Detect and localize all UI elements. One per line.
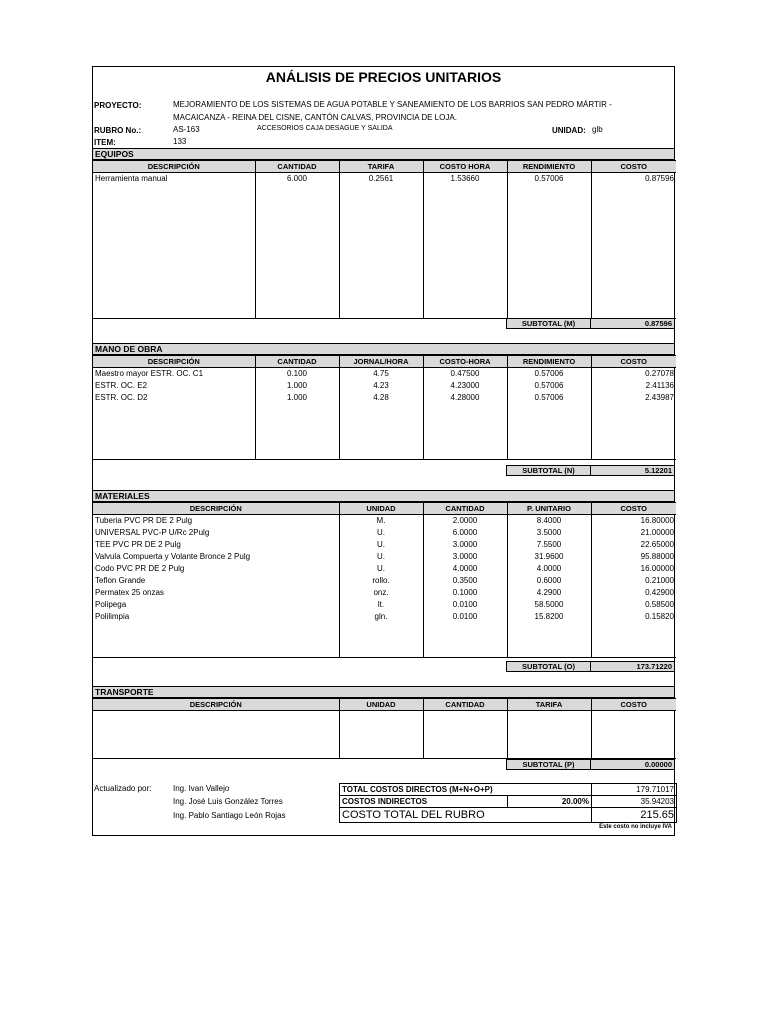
table-row [93, 587, 676, 599]
materiales-section-title: MATERIALES [93, 490, 674, 502]
page-title: ANÁLISIS DE PRECIOS UNITARIOS [265, 69, 502, 85]
equipos-table [93, 160, 676, 319]
transporte-subtotal [506, 759, 674, 770]
cell-p-unitario: 8.4000 [507, 515, 591, 528]
cell-descripcion: Permatex 25 onzas [93, 587, 339, 599]
cell-costo-hora: 1.53660 [423, 173, 507, 186]
table-row [93, 527, 676, 539]
cell-descripcion: TEE PVC PR DE 2 Pulg [93, 539, 339, 551]
col-header: TARIFA [507, 699, 591, 711]
cell-descripcion: Polilimpia [93, 611, 339, 623]
cell-costo: 2.41136 [591, 380, 676, 392]
cell-rendimiento: 0.57006 [507, 380, 591, 392]
table-row [93, 539, 676, 551]
cell-descripcion: ESTR. OC. D2 [93, 392, 255, 404]
cell-cantidad: 4.0000 [423, 563, 507, 575]
cell-unidad: rollo. [339, 575, 423, 587]
materiales-subtotal [506, 661, 674, 672]
cell-descripcion: ESTR. OC. E2 [93, 380, 255, 392]
col-header: COSTO [591, 356, 676, 368]
cell-descripcion: Tuberia PVC PR DE 2 Pulg [93, 515, 339, 528]
indirectos-label: COSTOS INDIRECTOS [340, 796, 508, 808]
cell-descripcion: Valvula Compuerta y Volante Bronce 2 Pulg [93, 551, 339, 563]
subtotal-label: SUBTOTAL (M) [506, 319, 590, 328]
subtotal-value: 0.87596 [590, 319, 674, 328]
col-header: CANTIDAD [423, 503, 507, 515]
cell-rendimiento: 0.57006 [507, 368, 591, 381]
col-header: CANTIDAD [255, 161, 339, 173]
cell-costo: 22.65000 [591, 539, 676, 551]
cell-unidad: U. [339, 539, 423, 551]
cell-costo: 0.15820 [591, 611, 676, 623]
table-row [93, 368, 676, 381]
cell-cantidad: 6.000 [255, 173, 339, 186]
indirectos-pct: 20.00% [508, 796, 592, 808]
cell-unidad: U. [339, 563, 423, 575]
cell-descripcion: Maestro mayor ESTR. OC. C1 [93, 368, 255, 381]
total-directos-value: 179.71017 [592, 784, 677, 796]
author-name: Ing. Pablo Santiago León Rojas [173, 811, 286, 820]
cell-cantidad: 3.0000 [423, 539, 507, 551]
cell-descripcion: Polipega [93, 599, 339, 611]
mano-obra-table [93, 355, 676, 460]
cell-costo: 0.21000 [591, 575, 676, 587]
cell-descripcion: UNIVERSAL PVC-P U/Rc 2Pulg [93, 527, 339, 539]
mano-obra-section-title: MANO DE OBRA [93, 343, 674, 355]
totals-table [339, 783, 677, 823]
cell-p-unitario: 0.6000 [507, 575, 591, 587]
col-header: DESCRIPCIÓN [93, 503, 339, 515]
cell-costo: 16.80000 [591, 515, 676, 528]
cell-jornal: 4.75 [339, 368, 423, 381]
cell-costo: 0.87596 [591, 173, 676, 186]
table-row [93, 515, 676, 528]
indirectos-value: 35.94203 [592, 796, 677, 808]
col-header: TARIFA [339, 161, 423, 173]
item-value: 133 [173, 137, 187, 146]
col-header: COSTO [591, 503, 676, 515]
subtotal-label: SUBTOTAL (P) [506, 760, 590, 769]
transporte-section-title: TRANSPORTE [93, 686, 674, 698]
col-header: UNIDAD [339, 503, 423, 515]
col-header: RENDIMIENTO [507, 161, 591, 173]
table-row [93, 551, 676, 563]
col-header: DESCRIPCIÓN [93, 356, 255, 368]
cell-unidad: M. [339, 515, 423, 528]
cell-cantidad: 0.1000 [423, 587, 507, 599]
subtotal-label: SUBTOTAL (O) [506, 662, 590, 671]
price-analysis-sheet [92, 66, 675, 836]
cell-costo-hora: 4.28000 [423, 392, 507, 404]
cell-jornal: 4.23 [339, 380, 423, 392]
cell-costo: 0.58500 [591, 599, 676, 611]
proyecto-line2: MACAICANZA - REINA DEL CISNE, CANTÓN CALVAS, PROVINCIA DE LOJA. [173, 113, 457, 122]
rubro-code: AS-163 [173, 125, 200, 134]
materiales-table [93, 502, 676, 658]
col-header: JORNAL/HORA [339, 356, 423, 368]
cell-cantidad: 0.0100 [423, 599, 507, 611]
cell-p-unitario: 3.5000 [507, 527, 591, 539]
equipos-section-title: EQUIPOS [93, 148, 674, 160]
cell-p-unitario: 58.5000 [507, 599, 591, 611]
author-name: Ing. José Luis González Torres [173, 797, 283, 806]
cell-tarifa: 0.2561 [339, 173, 423, 186]
cell-cantidad: 6.0000 [423, 527, 507, 539]
cell-unidad: U. [339, 527, 423, 539]
iva-note: Este costo no incluye IVA [599, 824, 672, 830]
table-row [93, 563, 676, 575]
cell-unidad: gln. [339, 611, 423, 623]
table-row [93, 575, 676, 587]
col-header: UNIDAD [339, 699, 423, 711]
cell-costo: 95.88000 [591, 551, 676, 563]
subtotal-value: 173.71220 [590, 662, 674, 671]
transporte-table [93, 698, 676, 759]
cell-cantidad: 0.100 [255, 368, 339, 381]
cell-descripcion: Codo PVC PR DE 2 Pulg [93, 563, 339, 575]
cell-costo-hora: 4.23000 [423, 380, 507, 392]
cell-unidad: U. [339, 551, 423, 563]
proyecto-line1: MEJORAMIENTO DE LOS SISTEMAS DE AGUA POTABLE Y SANEAMIENTO DE LOS BARRIOS SAN PEDRO MÁRTIR - [173, 100, 612, 109]
total-directos-label: TOTAL COSTOS DIRECTOS (M+N+O+P) [340, 784, 592, 796]
cell-p-unitario: 4.2900 [507, 587, 591, 599]
table-row [93, 380, 676, 392]
cell-costo: 21.00000 [591, 527, 676, 539]
cell-rendimiento: 0.57006 [507, 392, 591, 404]
cell-costo: 0.42900 [591, 587, 676, 599]
cell-cantidad: 1.000 [255, 380, 339, 392]
col-header: COSTO [591, 161, 676, 173]
col-header: DESCRIPCIÓN [93, 161, 255, 173]
mano-obra-subtotal [506, 465, 674, 476]
cell-cantidad: 3.0000 [423, 551, 507, 563]
col-header: DESCRIPCIÓN [93, 699, 339, 711]
table-row [93, 392, 676, 404]
subtotal-value: 0.00000 [590, 760, 674, 769]
equipos-subtotal [506, 318, 674, 329]
col-header: P. UNITARIO [507, 503, 591, 515]
author-name: Ing. Ivan Vallejo [173, 784, 230, 793]
cell-cantidad: 0.3500 [423, 575, 507, 587]
table-row [93, 599, 676, 611]
cell-unidad: onz. [339, 587, 423, 599]
col-header: COSTO [591, 699, 676, 711]
cell-unidad: lt. [339, 599, 423, 611]
cell-p-unitario: 31.9600 [507, 551, 591, 563]
cell-jornal: 4.28 [339, 392, 423, 404]
unidad-label: UNIDAD: [552, 126, 586, 135]
cell-cantidad: 2.0000 [423, 515, 507, 528]
col-header: CANTIDAD [255, 356, 339, 368]
table-row [93, 611, 676, 623]
total-rubro-value: 215.65 [592, 808, 677, 823]
cell-descripcion: Teflon Grande [93, 575, 339, 587]
unidad-value: glb [592, 125, 603, 134]
total-rubro-label: COSTO TOTAL DEL RUBRO [340, 808, 592, 823]
subtotal-value: 5.12201 [590, 466, 674, 475]
cell-costo-hora: 0.47500 [423, 368, 507, 381]
cell-p-unitario: 15.8200 [507, 611, 591, 623]
item-label: ITEM: [94, 138, 116, 147]
rubro-desc: ACCESORIOS CAJA DESAGUE Y SALIDA [257, 125, 393, 132]
cell-costo: 0.27078 [591, 368, 676, 381]
col-header: CANTIDAD [423, 699, 507, 711]
col-header: COSTO HORA [423, 161, 507, 173]
cell-costo: 2.43987 [591, 392, 676, 404]
cell-costo: 16.00000 [591, 563, 676, 575]
actualizado-label: Actualizado por: [94, 784, 152, 793]
subtotal-label: SUBTOTAL (N) [506, 466, 590, 475]
rubro-label: RUBRO No.: [94, 126, 142, 135]
cell-cantidad: 0.0100 [423, 611, 507, 623]
cell-descripcion: Herramienta manual [93, 173, 255, 186]
cell-cantidad: 1.000 [255, 392, 339, 404]
cell-p-unitario: 7.5500 [507, 539, 591, 551]
proyecto-label: PROYECTO: [94, 101, 142, 110]
cell-rendimiento: 0.57006 [507, 173, 591, 186]
cell-p-unitario: 4.0000 [507, 563, 591, 575]
col-header: COSTO-HORA [423, 356, 507, 368]
table-row [93, 173, 676, 186]
col-header: RENDIMIENTO [507, 356, 591, 368]
